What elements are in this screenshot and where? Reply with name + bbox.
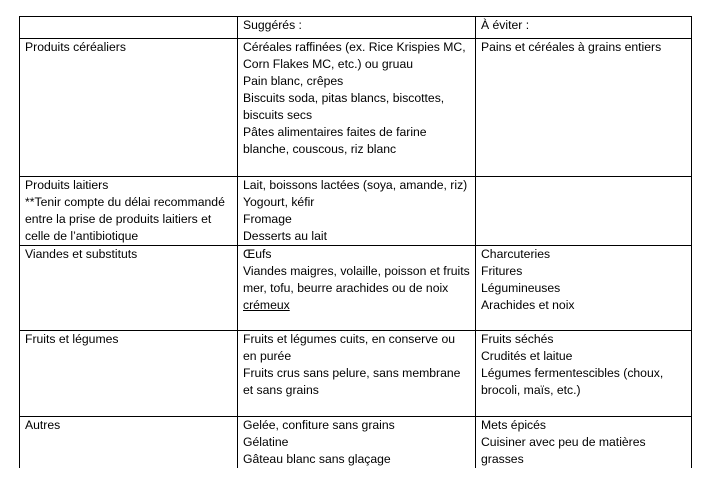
category-cell: [20, 246, 238, 331]
suggested-item-underlined: crémeux: [243, 298, 290, 312]
suggested-item-text: Viandes maigres, volaille, poisson et fruits mer, tofu, beurre arachides ou de noix: [243, 264, 470, 295]
avoid-item: Légumineuses: [481, 281, 561, 295]
suggested-item: Gélatine: [243, 435, 289, 449]
avoid-item: Crudités et laitue: [481, 349, 573, 363]
diet-table: [19, 16, 692, 468]
suggested-cell: [238, 39, 476, 177]
suggested-item: Fruits crus sans pelure, sans membrane et sans grains: [243, 366, 461, 397]
suggested-item: Pâtes alimentaires faites de farine blanche, couscous, riz blanc: [243, 125, 427, 156]
suggested-item: Fromage: [243, 212, 292, 226]
avoid-item: Charcuteries: [481, 247, 551, 261]
suggested-cell: [238, 177, 476, 246]
suggested-item: Gelée, confiture sans grains: [243, 418, 395, 432]
suggested-item: Fruits et légumes cuits, en conserve ou en purée: [243, 332, 456, 363]
header-cell-category: [20, 17, 238, 39]
category-cell: [20, 417, 238, 469]
avoid-cell: [476, 177, 692, 246]
category-label: Produits céréaliers: [25, 40, 126, 54]
category-label: Fruits et légumes: [25, 332, 119, 346]
suggested-item: [243, 263, 471, 314]
table-row: [20, 39, 692, 177]
suggested-cell: [238, 246, 476, 331]
avoid-item: Mets épicés: [481, 418, 547, 432]
header-cell-avoid: À éviter :: [476, 17, 692, 39]
suggested-item: Pain blanc, crêpes: [243, 74, 344, 88]
suggested-item: Desserts au lait: [243, 229, 327, 243]
avoid-item: Fruits séchés: [481, 332, 554, 346]
avoid-cell: [476, 246, 692, 331]
table-row: [20, 331, 692, 417]
table-row: [20, 177, 692, 246]
avoid-item: Cuisiner avec peu de matières grasses: [481, 435, 646, 466]
avoid-cell: [476, 331, 692, 417]
suggested-item: Œufs: [243, 247, 272, 261]
suggested-cell: [238, 417, 476, 469]
category-cell: [20, 331, 238, 417]
category-note: **Tenir compte du délai recommandé entre la prise de produits laitiers et celle de l’antibiotique: [25, 195, 225, 243]
category-cell: [20, 39, 238, 177]
suggested-item: Céréales raffinées (ex. Rice Krispies MC, Corn Flakes MC, etc.) ou gruau: [243, 40, 466, 71]
avoid-cell: [476, 417, 692, 469]
category-label: Autres: [25, 418, 61, 432]
avoid-item: Pains et céréales à grains entiers: [481, 40, 662, 54]
avoid-item: Fritures: [481, 264, 523, 278]
category-label: Viandes et substituts: [25, 247, 138, 261]
category-label: Produits laitiers: [25, 178, 109, 192]
table-header-row: [20, 17, 692, 39]
avoid-item: Arachides et noix: [481, 298, 575, 312]
suggested-item: Yogourt, kéfir: [243, 195, 315, 209]
avoid-cell: [476, 39, 692, 177]
suggested-item: Biscuits soda, pitas blancs, biscottes, biscuits secs: [243, 91, 445, 122]
table-row: [20, 246, 692, 331]
suggested-item: Gâteau blanc sans glaçage: [243, 452, 391, 466]
suggested-item: Lait, boissons lactées (soya, amande, riz): [243, 178, 468, 192]
avoid-item: Légumes fermentescibles (choux, brocoli, maïs, etc.): [481, 366, 664, 397]
category-cell: [20, 177, 238, 246]
table-row: [20, 417, 692, 469]
suggested-cell: [238, 331, 476, 417]
header-cell-suggested: Suggérés :: [238, 17, 476, 39]
